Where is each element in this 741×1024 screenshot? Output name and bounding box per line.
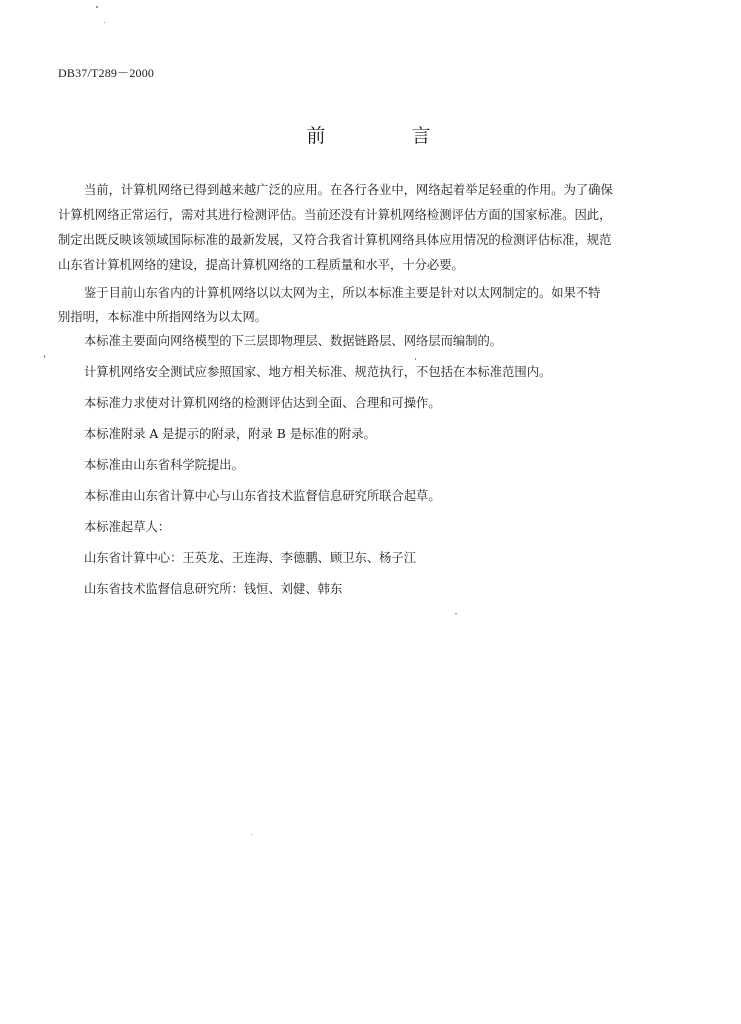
paragraph-line: 计算机网络安全测试应参照国家、地方相关标准、规范执行，不包括在本标准范围内。 <box>84 365 552 379</box>
paragraph-drafters-supervision-institute <box>58 583 658 597</box>
paragraph-line: 制定出既反映该领域国际标准的最新发展，又符合我省计算机网络具体应用情况的检测评估标准，规范 <box>58 233 612 247</box>
paragraph-line: 鉴于目前山东省内的计算机网络以以太网为主，所以本标准主要是针对以太网制定的。如果不特 <box>84 286 601 300</box>
scan-speck <box>104 22 105 23</box>
paragraph-appendix <box>58 428 658 442</box>
paragraph-line: 别指明，本标准中所指网络为以太网。 <box>58 310 268 324</box>
scan-speck <box>455 613 457 614</box>
paragraph-line: 当前，计算机网络已得到越来越广泛的应用。在各行各业中，网络起着举足轻重的作用。为了确保 <box>84 183 613 197</box>
scan-speck <box>44 355 45 358</box>
paragraph-line: 山东省计算中心：王英龙、王连海、李德鹏、顾卫东、杨子江 <box>84 551 417 565</box>
paragraph-line: 山东省计算机网络的建设，提高计算机网络的工程质量和水平，十分必要。 <box>58 258 464 272</box>
paragraph-security <box>58 366 658 380</box>
paragraph-line: 山东省技术监督信息研究所：钱恒、刘健、韩东 <box>84 582 343 596</box>
scan-speck <box>415 358 416 360</box>
paragraph-scope <box>58 287 658 325</box>
paragraph-drafters-computing-center <box>58 552 658 566</box>
scan-speck <box>251 834 252 835</box>
paragraph-line: 本标准主要面向网络模型的下三层即物理层、数据链路层、网络层而编制的。 <box>84 334 503 348</box>
paragraph-drafting-units <box>58 490 658 504</box>
paragraph-line: 本标准附录 A 是提示的附录，附录 B 是标准的附录。 <box>84 427 376 441</box>
page-title: 前 言 <box>306 125 471 147</box>
scan-speck <box>96 6 98 8</box>
paragraph-layers <box>58 335 658 349</box>
paragraph-line: 本标准由山东省科学院提出。 <box>84 458 244 472</box>
standard-code: DB37/T289－2000 <box>58 66 155 80</box>
paragraph-proposer <box>58 459 658 473</box>
paragraph-line: 计算机网络正常运行，需对其进行检测评估。当前还没有计算机网络检测评估方面的国家标准。因此， <box>58 208 612 222</box>
paragraph-line: 本标准起草人： <box>84 520 171 534</box>
paragraph-intro <box>58 184 658 273</box>
paragraph-line: 本标准由山东省计算中心与山东省技术监督信息研究所联合起草。 <box>84 489 441 503</box>
preface-body <box>58 184 658 597</box>
paragraph-drafters-heading <box>58 521 658 535</box>
paragraph-line: 本标准力求使对计算机网络的检测评估达到全面、合理和可操作。 <box>84 396 441 410</box>
paragraph-goal <box>58 397 658 411</box>
